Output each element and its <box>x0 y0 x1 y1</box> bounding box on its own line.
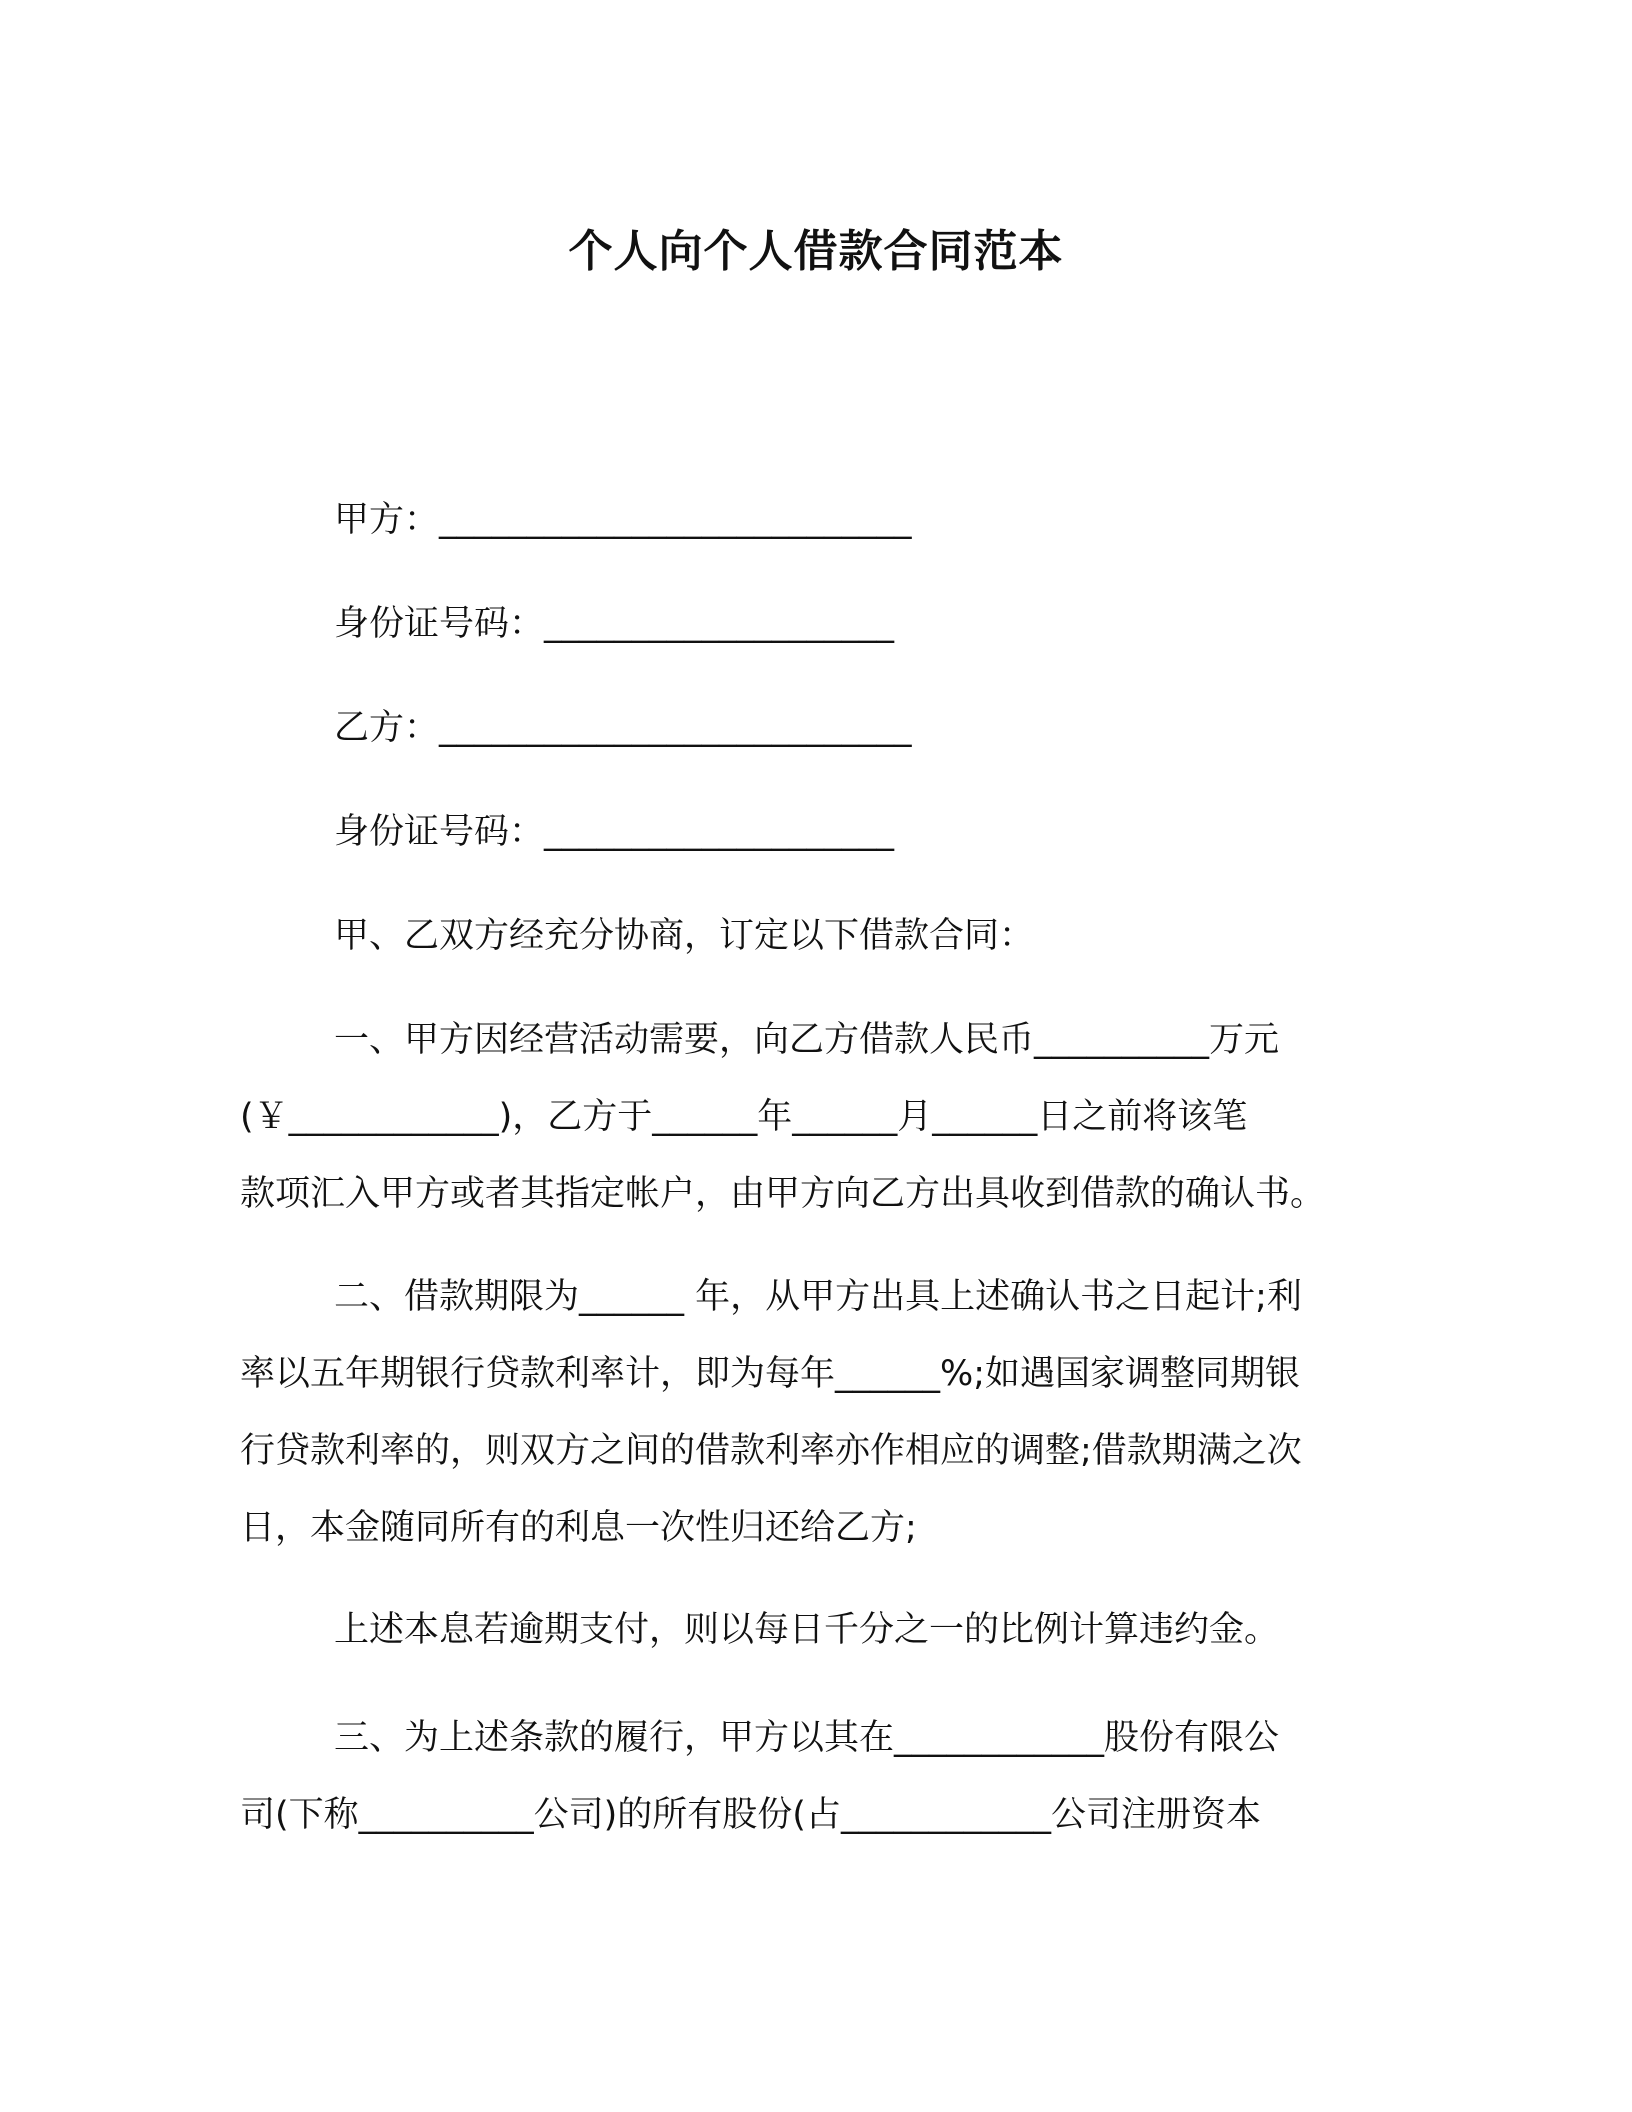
clause-2 <box>240 1259 1380 1567</box>
party-b-field <box>334 698 912 758</box>
clause-3-line-1-text: 三、为上述条款的履行，甲方以其在____________股份有限公 <box>334 1718 1280 1758</box>
clause-3-line <box>240 1700 1380 1777</box>
clause-3 <box>240 1700 1380 1854</box>
clause-1-line: 款项汇入甲方或者其指定帐户，由甲方向乙方出具收到借款的确认书。 <box>240 1174 1326 1214</box>
clause-1-line-1-text: 一、甲方因经营活动需要，向乙方借款人民币__________万元 <box>334 1020 1280 1060</box>
party-a-field <box>334 490 912 550</box>
clause-1-line <box>240 1002 1380 1079</box>
party-b-label: 乙方： <box>334 708 440 748</box>
party-a-id-field <box>334 594 894 654</box>
party-b-id-label: 身份证号码： <box>334 812 545 852</box>
document-title: 个人向个人借款合同范本 <box>568 226 1064 277</box>
penalty-line <box>240 1592 1380 1669</box>
penalty-paragraph <box>240 1592 1380 1669</box>
clause-2-line: 率以五年期银行贷款利率计，即为每年______%;如遇国家调整同期银 <box>240 1354 1301 1394</box>
penalty-text: 上述本息若逾期支付，则以每日千分之一的比例计算违约金。 <box>334 1610 1280 1650</box>
party-b-id-blank: ____________________ <box>544 812 895 852</box>
party-b-id-field <box>334 802 894 862</box>
clause-2-line: 行贷款利率的，则双方之间的借款利率亦作相应的调整;借款期满之次 <box>240 1431 1302 1471</box>
clause-2-line <box>240 1259 1380 1336</box>
clause-1-line: (￥____________)，乙方于______年______月______日之前将该笔 <box>240 1097 1248 1137</box>
intro-paragraph: 甲、乙双方经充分协商，订定以下借款合同： <box>334 916 1035 956</box>
party-a-label: 甲方： <box>334 500 440 540</box>
clause-1 <box>240 1002 1380 1233</box>
clause-2-line-1-text: 二、借款期限为______ 年，从甲方出具上述确认书之日起计;利 <box>334 1277 1302 1317</box>
clause-3-line: 司(下称__________公司)的所有股份(占____________公司注册资本 <box>240 1795 1261 1835</box>
clause-2-line: 日，本金随同所有的利息一次性归还给乙方; <box>240 1508 917 1548</box>
party-a-id-label: 身份证号码： <box>334 604 545 644</box>
party-a-blank: ___________________________ <box>439 500 912 540</box>
party-b-blank: ___________________________ <box>439 708 912 748</box>
party-a-id-blank: ____________________ <box>544 604 895 644</box>
